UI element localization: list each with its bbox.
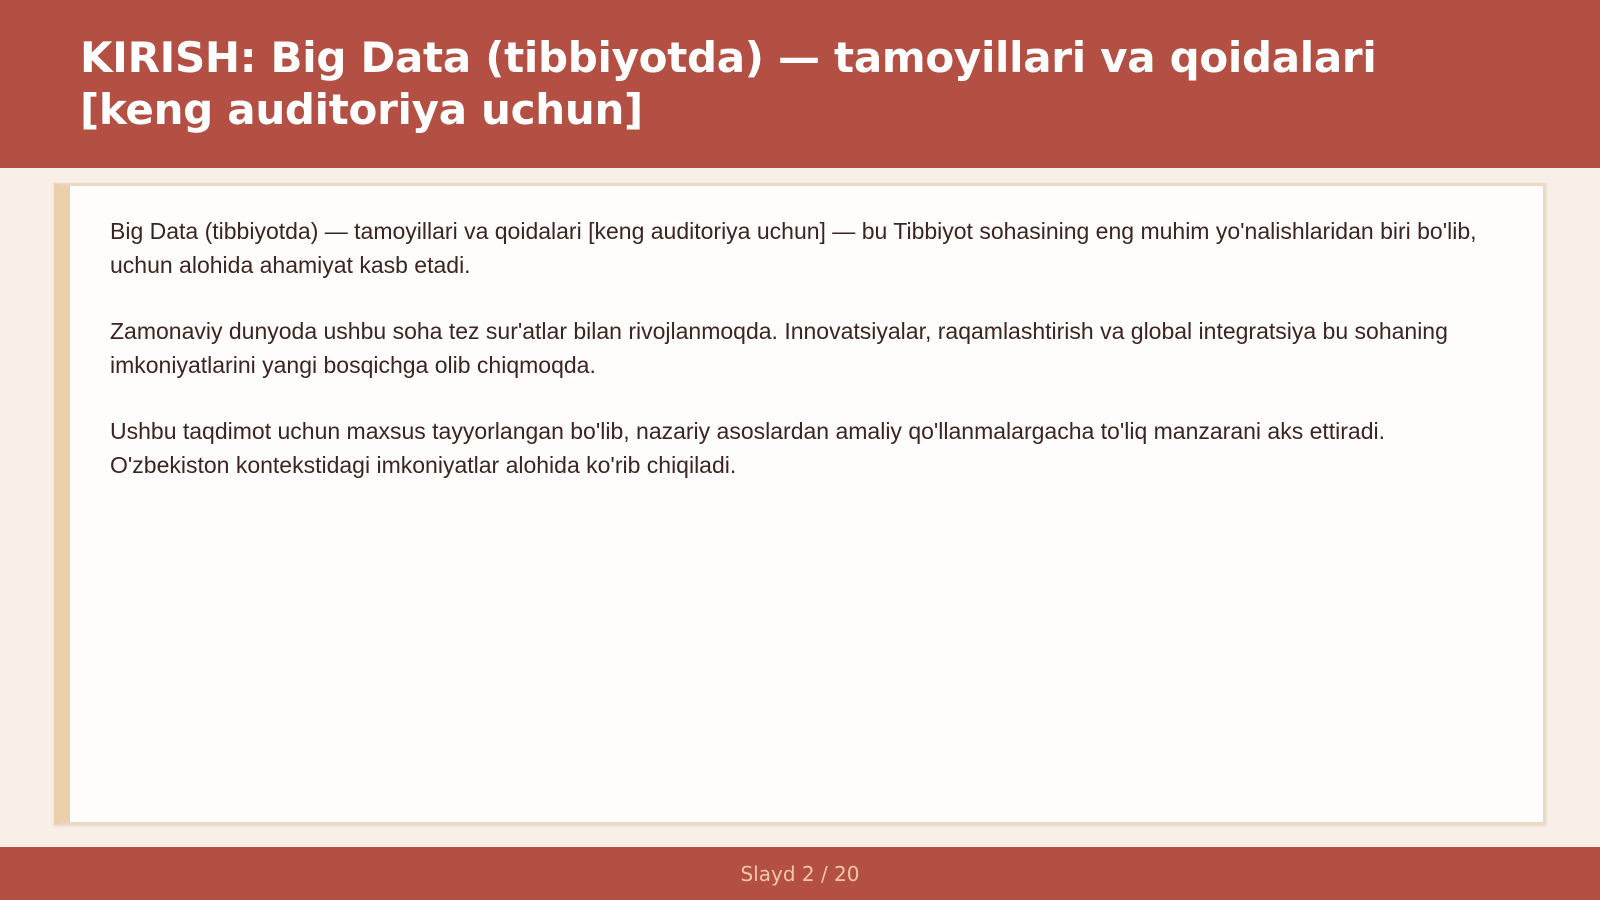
- slide-footer: [0, 847, 1600, 900]
- presentation-paragraph: Ushbu taqdimot uchun maxsus tayyorlangan bo'lib, nazariy asoslardan amaliy qo'llanmalargacha to'liq manzarani aks ettiradi. O'zbekiston kontekstidagi imkoniyatlar alohida ko'rib chiqiladi.: [110, 418, 1386, 478]
- slide-header: [0, 0, 1600, 168]
- slide-title: KIRISH: Big Data (tibbiyotda) — tamoyillari va qoidalari [keng auditoriya uchun]: [80, 33, 1377, 134]
- slide-number: Slayd 2 / 20: [740, 861, 860, 886]
- content-card: [54, 183, 1546, 825]
- intro-paragraph: Big Data (tibbiyotda) — tamoyillari va qoidalari [keng auditoriya uchun] — bu Tibbiyot sohasining eng muhim yo'nalishlaridan biri bo'lib, uchun alohida ahamiyat kasb etadi.: [110, 218, 1477, 278]
- context-paragraph: Zamonaviy dunyoda ushbu soha tez sur'atlar bilan rivojlanmoqda. Innovatsiyalar, raqamlashtirish va global integratsiya bu sohaning imkoniyatlarini yangi bosqichga olib chiqmoqda.: [110, 318, 1448, 378]
